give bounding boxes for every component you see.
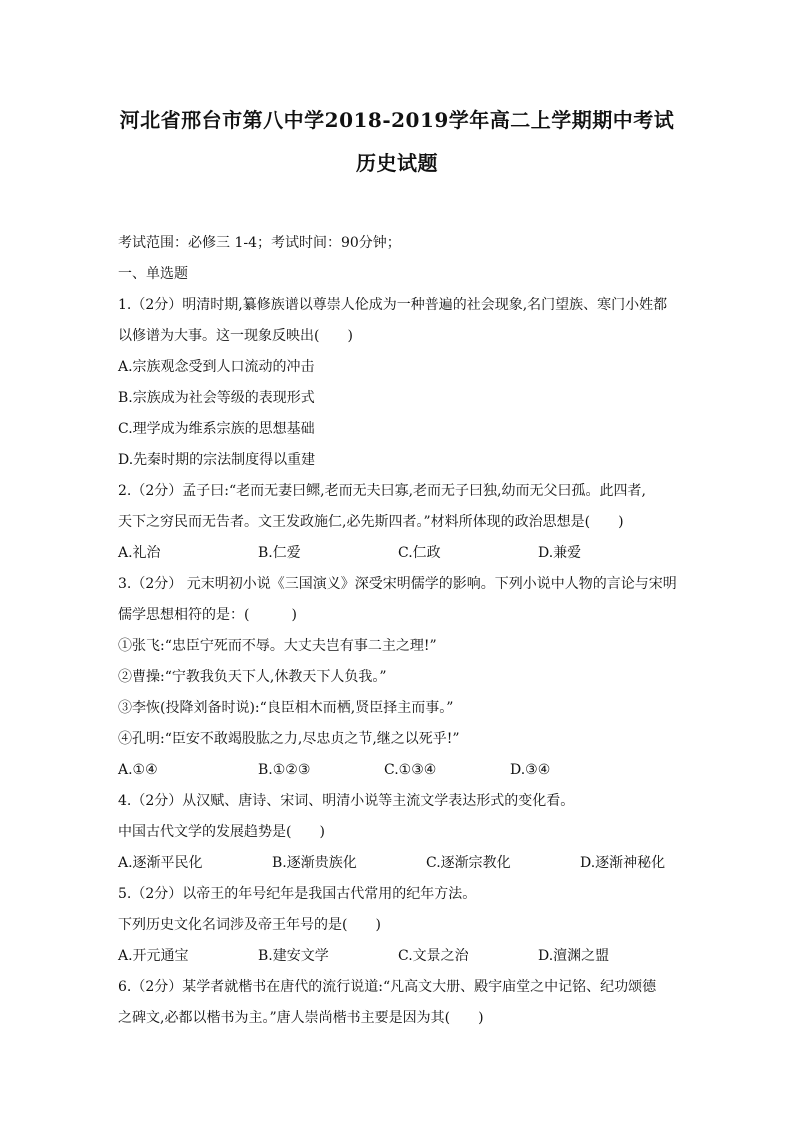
question-1-option-a: A.宗族观念受到人口流动的冲击 [118,359,315,375]
question-5-option-c: C.文景之治 [398,948,469,964]
question-1-option-c: C.理学成为维系宗族的思想基础 [118,421,315,437]
question-3-option-b: B.①②③ [258,762,311,778]
question-2-option-d: D.兼爱 [538,545,582,561]
question-4-options [118,848,683,879]
question-3-stem: 3.（2分） 元末明初小说《三国演义》深受宋明儒学的影响。下列小说中人物的言论与宋明 [118,576,677,592]
question-5-option-b: B.建安文学 [258,948,329,964]
question-5-stem-cont: 下列历史文化名词涉及帝王年号的是( ) [118,917,381,933]
exam-body [118,228,683,1034]
question-1-stem-cont: 以修谱为大事。这一现象反映出( ) [118,328,353,344]
question-2-option-a: A.礼治 [118,545,161,561]
question-4-option-a: A.逐渐平民化 [118,855,203,871]
exam-info: 考试范围：必修三 1-4；考试时间：90分钟； [118,235,401,251]
question-5-stem: 5.（2分）以帝王的年号纪年是我国古代常用的纪年方法。 [118,886,477,902]
question-2-options [118,538,683,569]
question-1-stem: 1.（2分）明清时期,纂修族谱以尊崇人伦成为一种普遍的社会现象,名门望族、寒门小姓都 [118,297,668,313]
question-3-stem-cont: 儒学思想相符的是：( ) [118,607,297,623]
question-3-option-a: A.①④ [118,762,158,778]
question-5-option-d: D.澶渊之盟 [538,948,610,964]
question-4-option-d: D.逐渐神秘化 [580,855,666,871]
question-2-option-b: B.仁爱 [258,545,301,561]
question-2-option-c: C.仁政 [398,545,441,561]
question-4-option-c: C.逐渐宗教化 [426,855,511,871]
question-6-stem-cont: 之碑文,必都以楷书为主。”唐人崇尚楷书主要是因为其( ) [118,1010,484,1026]
question-3-item-4: ④孔明:“臣安不敢竭股肱之力,尽忠贞之节,继之以死乎!” [118,731,460,747]
page-subtitle: 历史试题 [356,151,438,175]
question-5-options [118,941,683,972]
question-6-stem: 6.（2分）某学者就楷书在唐代的流行说道:“凡高文大册、殿宇庙堂之中记铭、纪功颂德 [118,979,657,995]
question-3-option-d: D.③④ [510,762,551,778]
question-1-option-b: B.宗族成为社会等级的表现形式 [118,390,315,406]
question-3-item-2: ②曹操:“宁教我负天下人,休教天下人负我。” [118,669,387,685]
question-1-option-d: D.先秦时期的宗法制度得以重建 [118,452,316,468]
question-3-option-c: C.①③④ [384,762,437,778]
question-3-item-1: ①张飞:“忠臣宁死而不辱。大丈夫岂有事二主之理!” [118,638,437,654]
question-4-stem: 4.（2分）从汉赋、唐诗、宋词、明清小说等主流文学表达形式的变化看。 [118,793,575,809]
question-5-option-a: A.开元通宝 [118,948,189,964]
section-heading: 一、单选题 [118,266,188,282]
question-2-stem: 2.（2分）孟子曰:“老而无妻曰鳏,老而无夫曰寡,老而无子曰独,幼而无父曰孤。此四者, [118,483,646,499]
page-title: 河北省邢台市第八中学2018-2019学年高二上学期期中考试 [119,108,675,132]
question-2-stem-cont: 天下之穷民而无告者。文王发政施仁,必先斯四者。”材料所体现的政治思想是( ) [118,514,624,530]
question-4-option-b: B.逐渐贵族化 [272,855,357,871]
question-3-options [118,755,683,786]
question-4-stem-cont: 中国古代文学的发展趋势是( ) [118,824,325,840]
question-3-item-3: ③李恢(投降刘备时说):“良臣相木而栖,贤臣择主而事。” [118,700,454,716]
